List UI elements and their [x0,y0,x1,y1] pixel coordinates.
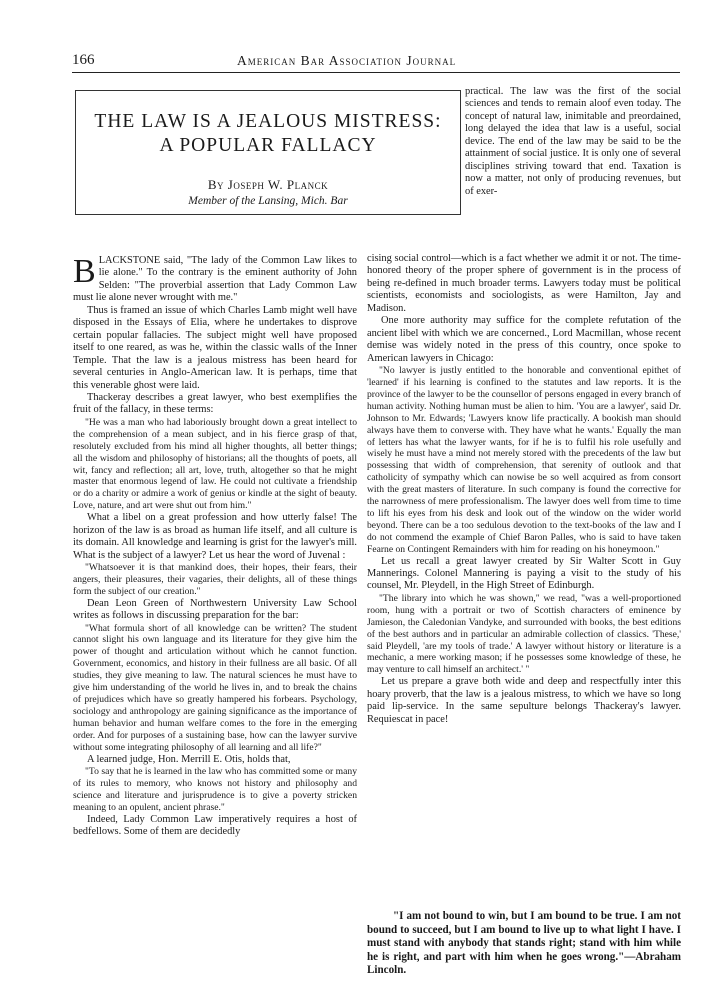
paragraph: Let us prepare a grave both wide and deep and respectfully inter this hoary proverb, that the law is a jealous mistress, to which we have so long paid lip-service. In the same sepulture belongs Thackeray's lawyer. Requiescat in pace! [367,676,681,725]
block-quote: "What formula short of all knowledge can be written? The student cannot slight his own language and its literature for they give him the power of thought and articulation without which he cannot function. Government, economics, and history in their fullness are all basic. Of all studies, they give meaning to law. The natural sciences he must have to give him understanding of the world he lives in, and to break the chains of prejudices which have so greatly hampered his forbears. Psychology, sociology and anthropology are gaining significance as the importance of human behavior and human welfare comes to the fore in the emerging order. And for purposes of a sustaining base, how can the lawyer survive without some integrating philosophy of all learning and all life?" [73,622,357,753]
paragraph: Let us recall a great lawyer created by Sir Walter Scott in Guy Mannerings. Colonel Mannering is paying a visit to the study of his counsel, Mr. Pleydell, in the High Street of Edinburgh. [367,555,681,592]
paragraph: practical. The law was the first of the social sciences and tends to remain aloof even today. The concept of natural law, inimitable and preordained, long delayed the idea that law is a useful, social device. The end of the law may be said to be the attainment of social justice. It is only one of several disciplines striving toward that end. Taxation is now a matter, not only of producing revenues, but of exer- [465,86,681,197]
block-quote: "To say that he is learned in the law who has committed some or many of its rules to memory, who knows not history and philosophy and science and literature and jurisprudence is to give a poverty stricken meaning to an opulent, ancient phrase." [73,766,357,813]
paragraph: Thackeray describes a great lawyer, who best exemplifies the fruit of the fallacy, in these terms: [73,391,357,416]
author-byline: By Joseph W. Planck [207,177,329,192]
article-title-line-2: A POPULAR FALLACY [159,135,377,156]
paragraph-text: LACKSTONE said, "The lady of the Common Law likes to lie alone." To the contrary is the eminent authority of John Selden: "The proverbial assertion that Lady Common Law must lie alone never wrought with me." [73,255,357,304]
right-column [367,253,681,726]
paragraph: What a libel on a great profession and how utterly false! The horizon of the law is as broad as human life itself, and all culture is its domain. All knowledge and learning is grist for the lawyer's mill. What is the subject of a lawyer? Let us hear the word of Juvenal : [73,512,357,561]
page-number: 166 [72,52,95,68]
article-title-line-1: THE LAW IS A JEALOUS MISTRESS: [94,111,442,132]
lincoln-quote [367,910,681,978]
paragraph: A learned judge, Hon. Merrill E. Otis, holds that, [87,753,291,765]
journal-title: American Bar Association Journal [237,53,457,68]
block-quote: "Whatsoever it is that mankind does, their hopes, their fears, their angers, their pleasures, their vagaries, their delights, all of these things form the subject of our creation." [73,561,357,597]
block-quote: "No lawyer is justly entitled to the honorable and conventional epithet of 'learned' if his learning is confined to the statutes and law reports. It is the province of the lawyer to be the counsellor of persons engaged in every branch of human activity. Nothing human must be alien to him. 'You are a lawyer', said Dr. Johnson to Mr. Edwards; 'Lawyers know life practically. A bookish man should always have them to converse with. They have what he wants.' Equally the man of letters has what the lawyer wants, for if he is to fulfil his role usefully and wisely he must have a mind not merely stored with the precedents of the law but possessing that width of comprehension, that serenity of outlook and that catholicity of sympathy which can nowise be so well acquired as from consort with the great masters of literature. In such company is found the corrective for the narrowness of mere professionalism. The lawyer does well from time to time to lift his eyes from his desk and look out of the window on the wider world beyond. There can be a too sedulous devotion to the text-books of the law and I do not commend the example of Chief Baron Palles, who is said to have taken Fearne on Contingent Remainders with him for reading on his honeymoon." [367,365,681,555]
drop-cap: B [73,253,96,290]
paragraph: Dean Leon Green of Northwestern University Law School writes as follows in discussing preparation for the bar: [73,597,357,622]
right-column-top [465,86,681,198]
author-affiliation: Member of the Lansing, Mich. Bar [188,195,348,207]
left-column [73,255,357,839]
title-box [75,90,461,215]
quote-text: "I am not bound to win, but I am bound to be true. I am not bound to succeed, but I am bound to live up to what light I have. I must stand with anybody that stands right; stand with him while he is right, and part with him when he goes wrong."—Abraham Lincoln. [367,910,681,976]
running-header [72,50,680,73]
block-quote: "The library into which he was shown," we read, "was a well-proportioned room, hung with a portrait or two of Scottish characters of eminence by Jamieson, the Caledonian Vandyke, and surrounded with books, the best editions of the best authors and in particular an admirable collection of classics. 'These,' said Pleydell, 'are my tools of trade.' A lawyer without history or literature is a mechanic, a mere working mason; if he possesses some knowledge of these, he may venture to call himself an architect.' " [367,592,681,676]
opening-paragraph [73,255,357,305]
paragraph: cising social control—which is a fact whether we admit it or not. The time-honored theory of the proper sphere of government is in the process of being re-defined in much broader terms. Lawyers today must be political scientists, economists and sociologists, as were Hamilton, Jay and Madison. [367,253,681,314]
paragraph: Indeed, Lady Common Law imperatively requires a host of bedfellows. Some of them are decidedly [73,813,357,838]
paragraph: One more authority may suffice for the complete refutation of the ancient libel with which we are concerned., Lord Macmillan, whose recent demise was widely noted in the press of this country, once spoke to American lawyers in Chicago: [367,315,681,364]
paragraph: Thus is framed an issue of which Charles Lamb might well have disposed in the Essays of Elia, where he undertakes to disprove certain popular fallacies. The subject might well have proposed itself to one reared, as was he, within the classic walls of the Inner Temple. That the law is a jealous mistress has been heard for several centuries in Anglo-American law. It is perhaps, time that this venerable ghost were laid. [73,304,357,391]
block-quote: "He was a man who had laboriously brought down a great intellect to the comprehension of a mean subject, and in his fierce grasp of that, resolutely excluded from his mind all higher thoughts, all better things; all the wisdom and philosophy of historians; all the thoughts of poets, all wit, fancy and reflection; all art, love, truth, altogether so that he might master that enormous legend of law. He could not cultivate a friendship or do a charity or admire a work of genius or kindle at the sight of beauty. Love, nature, and art were shut out from him." [73,416,357,512]
